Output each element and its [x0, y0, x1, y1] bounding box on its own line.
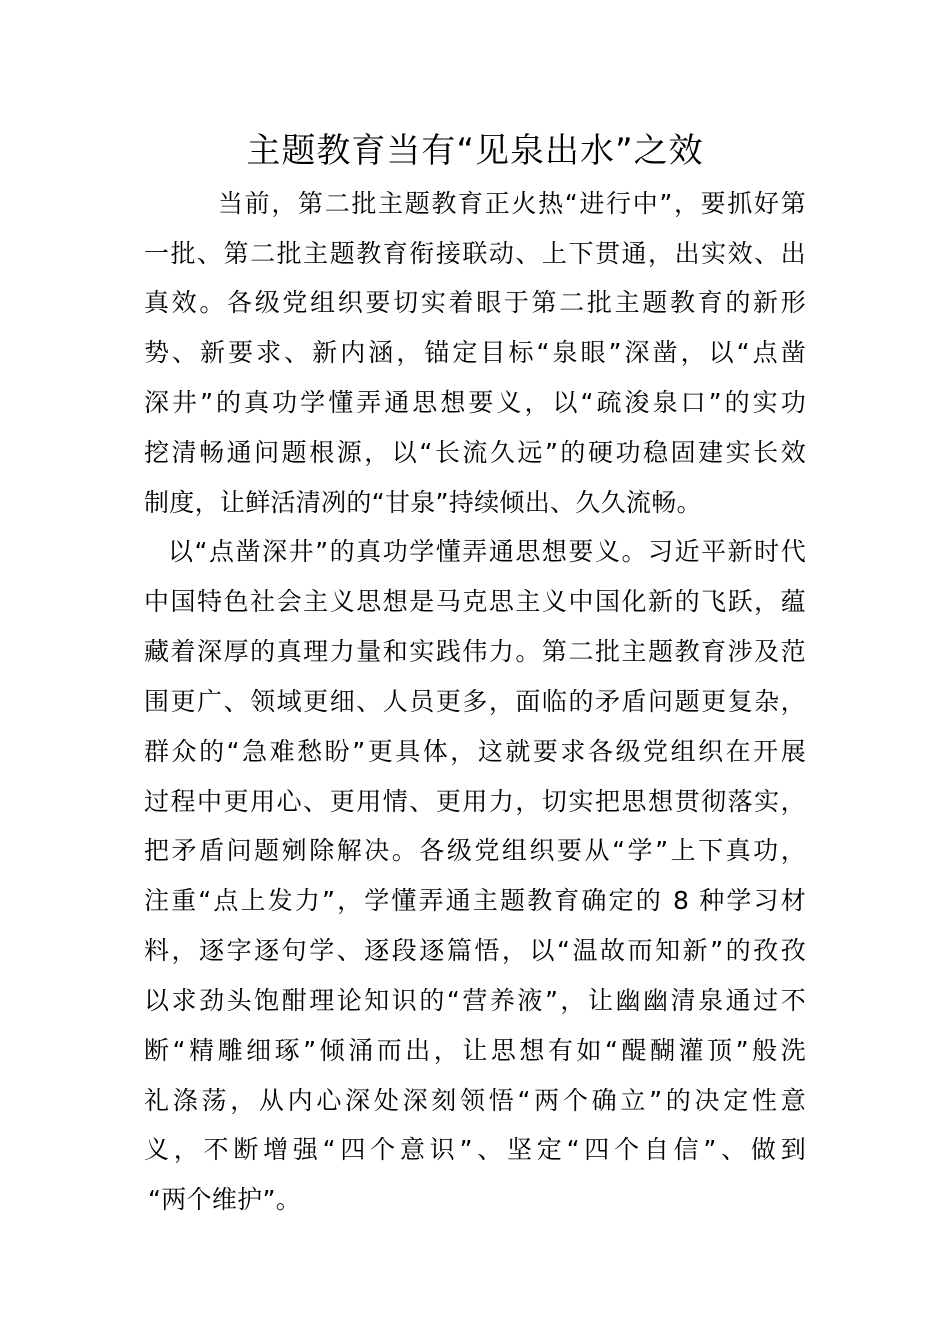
paragraph-2-line-13: 义，不断增强“四个意识”、坚定“四个自信”、做到 — [144, 1135, 806, 1164]
paragraph-2-line-4: 围更广、领域更细、人员更多，面临的矛盾问题更复杂， — [144, 687, 806, 716]
paragraph-2-line-1: 以“点凿深井”的真功学懂弄通思想要义。习近平新时代 — [168, 537, 806, 566]
paragraph-2-line-12: 礼涤荡，从内心深处深刻领悟“两个确立”的决定性意 — [144, 1086, 806, 1115]
document-title: 主题教育当有“见泉出水”之效 — [246, 131, 704, 171]
paragraph-2-line-8: 注重“点上发力”，学懂弄通主题教育确定的 8 种学习材 — [144, 886, 806, 915]
paragraph-2-line-11: 断“精雕细琢”倾涌而出，让思想有如“醍醐灌顶”般洗 — [144, 1036, 806, 1065]
paragraph-1-line-6: 挖清畅通问题根源，以“长流久远”的硬功稳固建实长效 — [144, 438, 806, 467]
paragraph-2-line-9: 料，逐字逐句学、逐段逐篇悟，以“温故而知新”的孜孜 — [144, 936, 806, 965]
paragraph-2-line-2: 中国特色社会主义思想是马克思主义中国化新的飞跃，蕴 — [144, 587, 806, 616]
paragraph-2-line-14: “两个维护”。 — [148, 1185, 302, 1214]
paragraph-2-line-7: 把矛盾问题剜除解决。各级党组织要从“学”上下真功， — [144, 836, 806, 865]
paragraph-2-line-5: 群众的“急难愁盼”更具体，这就要求各级党组织在开展 — [144, 737, 806, 766]
paragraph-2-line-6: 过程中更用心、更用情、更用力，切实把思想贯彻落实， — [144, 787, 806, 816]
paragraph-2-line-10: 以求劲头饱酣理论知识的“营养液”，让幽幽清泉通过不 — [144, 986, 806, 1015]
paragraph-2-line-3: 藏着深厚的真理力量和实践伟力。第二批主题教育涉及范 — [144, 637, 806, 666]
paragraph-1-line-7: 制度，让鲜活清冽的“甘泉”持续倾出、久久流畅。 — [144, 488, 702, 517]
paragraph-1-line-5: 深井”的真功学懂弄通思想要义，以“疏浚泉口”的实功 — [144, 388, 806, 417]
paragraph-1-line-2: 一批、第二批主题教育衔接联动、上下贯通，出实效、出 — [144, 239, 806, 268]
paragraph-1-line-3: 真效。各级党组织要切实着眼于第二批主题教育的新形 — [144, 288, 806, 317]
paragraph-1-line-4: 势、新要求、新内涵，锚定目标“泉眼”深凿，以“点凿 — [144, 338, 806, 367]
paragraph-1-line-1: 当前，第二批主题教育正火热“进行中”，要抓好第 — [218, 189, 806, 218]
